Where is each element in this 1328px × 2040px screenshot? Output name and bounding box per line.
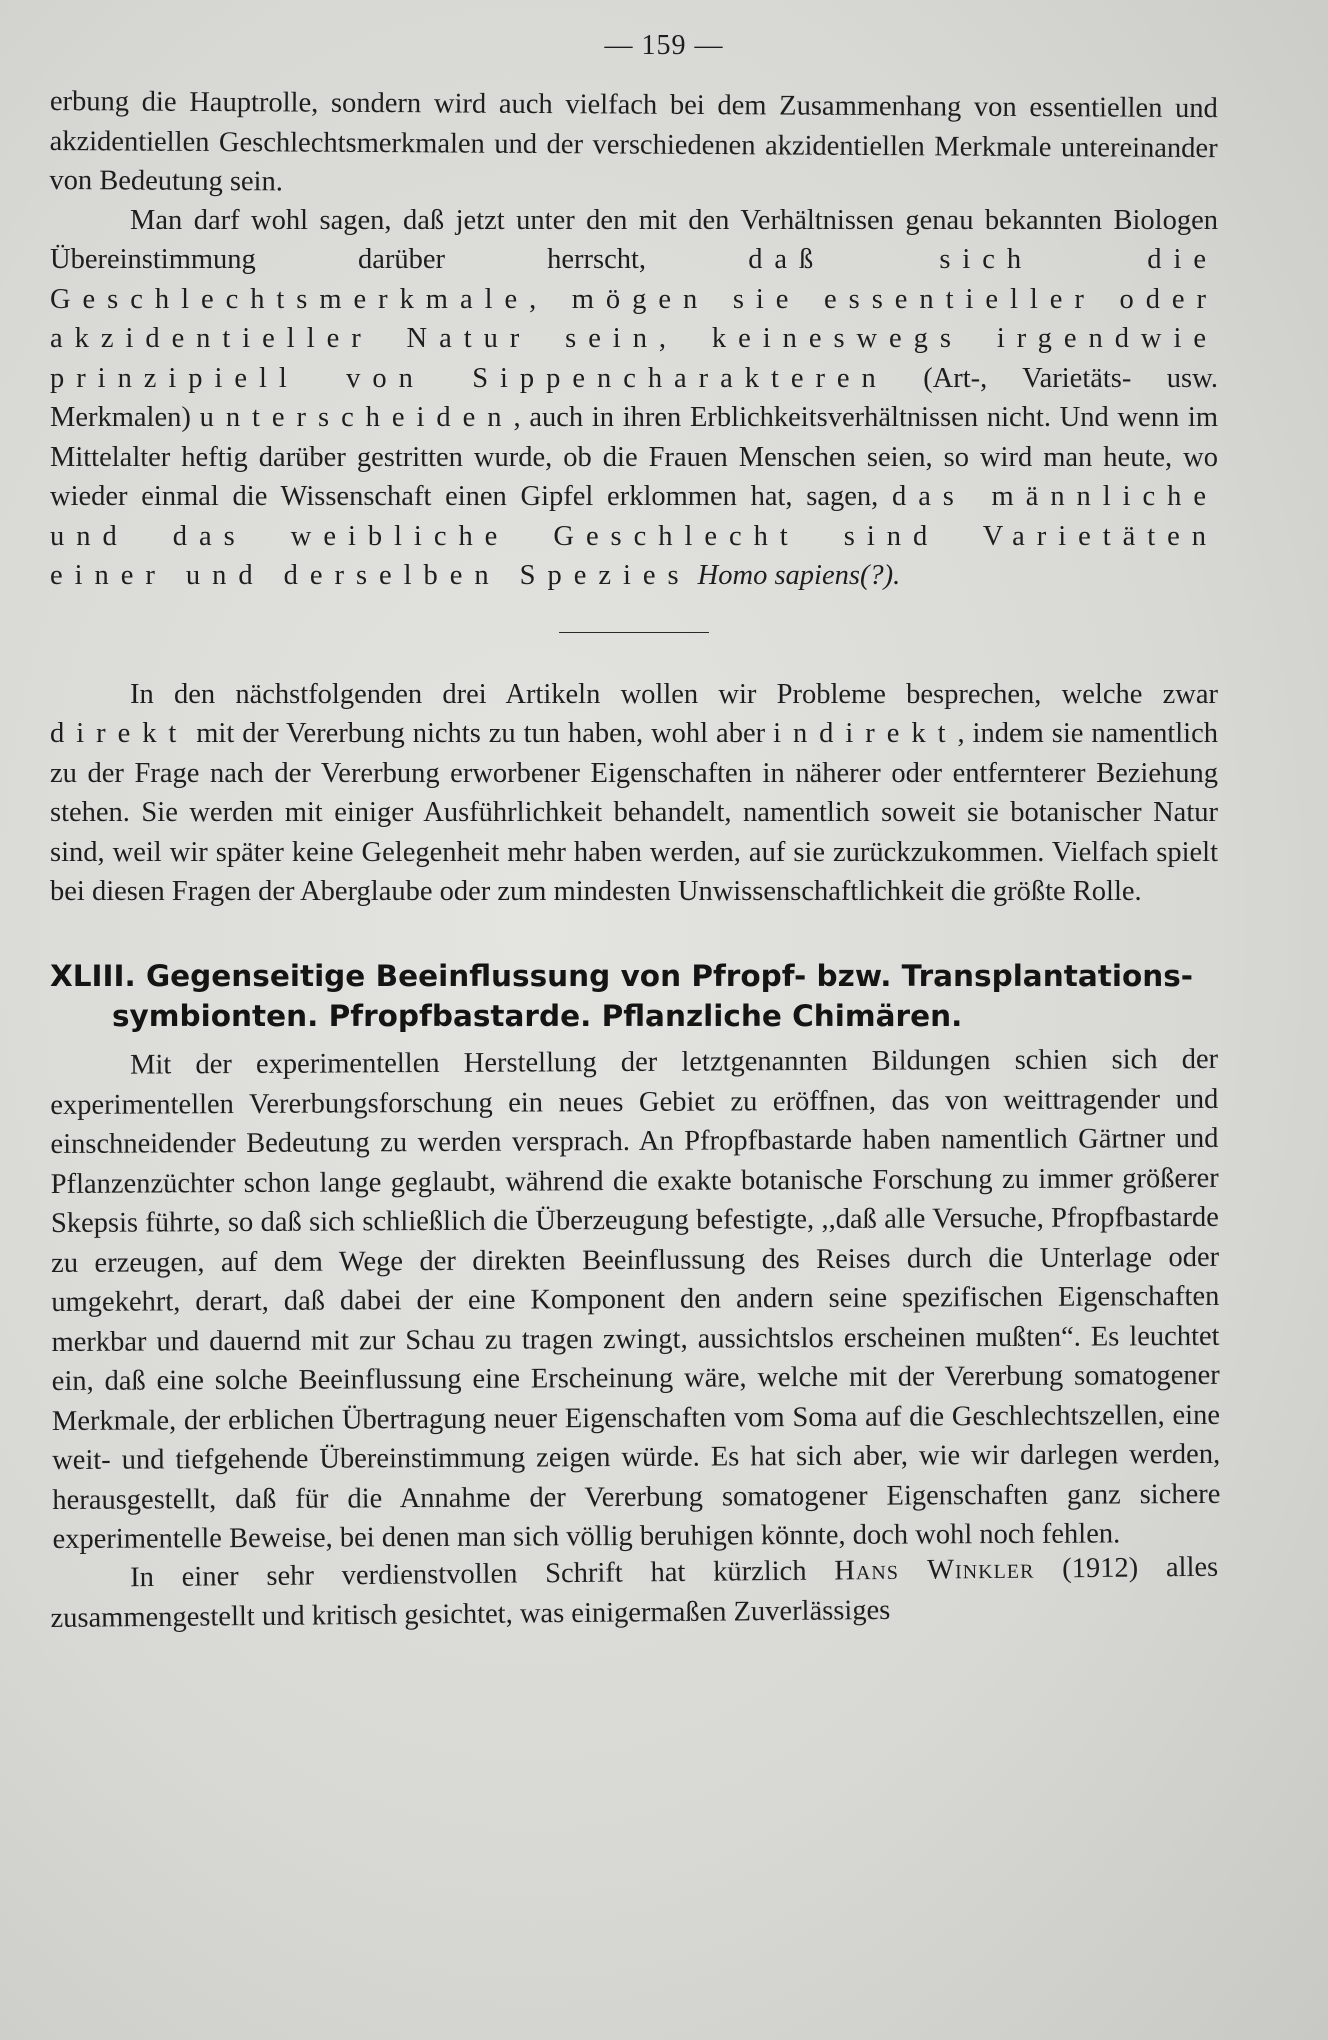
species-name: Homo sapiens(?).	[697, 560, 901, 591]
heading-line-2: symbionten. Pfropfbastarde. Pflanzliche Chimären.	[112, 998, 963, 1033]
paragraph-5-text-c: (1912) alles zusammengestellt und kritisch gesichtet, was einigermaßen Zuverlässiges	[50, 1551, 1219, 1634]
author-name: Hans Winkler	[834, 1553, 1035, 1587]
paragraph-2-text-c: (Art-, Varietäts- usw. Merkmalen)	[50, 362, 1218, 433]
spaced-emphasis-2: unterscheiden	[199, 402, 514, 433]
paragraph-3-text-a: In den nächstfolgenden drei Artikeln wollen wir Probleme besprechen, welche zwar	[130, 678, 1218, 710]
paragraph-1: erbung die Hauptrolle, sondern wird auch vielfach bei dem Zusammenhang von essentiellen und akzidentiellen Geschlechtsmerkmalen und der verschiedenen akzidentiellen Merkmale untereinander von Bedeutung sein.	[49, 85, 1218, 198]
paragraph-2-text-e: , auch in ihren Erblichkeitsverhältnissen nicht. Und wenn im Mittelalter heftig darüber gestritten wurde, ob die Frauen Menschen seien, so wird man heute, wo wieder einmal die Wissenschaft einen Gipfel erklommen hat, sagen,	[50, 402, 1218, 512]
spaced-emphasis-indirekt: indirekt	[773, 718, 958, 749]
section-heading	[50, 956, 1218, 1036]
paragraph-3-text-c: mit der Vererbung nichts zu tun haben, wohl aber	[188, 718, 774, 749]
paragraph-3-text-e: , indem sie namentlich zu der Frage nach der Vererbung erworbener Eigenschaften in näherer oder entfernterer Beziehung stehen. Sie werden mit einiger Ausführlichkeit behandelt, namentlich soweit sie botanischer Natur sind, weil wir später keine Gelegenheit mehr haben werden, auf sie zurückzukommen. Vielfach spielt bei diesen Fragen der Aberglaube oder zum mindesten Unwissenschaftlichkeit die größte Rolle.	[50, 718, 1218, 907]
page-content	[49, 82, 1221, 1638]
paragraph-5	[50, 1548, 1219, 1638]
spaced-emphasis-3: das männliche und das weibliche Geschlecht sind Varietäten einer und derselben Spezies	[50, 481, 1218, 591]
paragraph-2	[50, 201, 1218, 596]
paragraph-5-text-a: In einer sehr verdienstvollen Schrift hat kürzlich	[130, 1555, 835, 1594]
paragraph-3	[50, 675, 1218, 912]
page-number: — 159 —	[604, 30, 724, 61]
paragraph-2-text-a: Man darf wohl sagen, daß jetzt unter den mit den Verhältnissen genau bekannten Biologen Übereinstimmung darüber herrscht,	[50, 204, 1218, 275]
heading-line-1: XLIII. Gegenseitige Beeinflussung von Pfropf- bzw. Transplantations-	[50, 958, 1194, 993]
spaced-emphasis-1: daß sich die Geschlechtsmerkmale, mögen sie essentieller oder akzidentieller Natur sein, keineswegs irgendwie prinzipiell von Sippencharakteren	[50, 244, 1218, 394]
paragraph-4: Mit der experimentellen Herstellung der letztgenannten Bildungen schien sich der experimentellen Vererbungsforschung ein neues Gebiet zu eröffnen, das von weittragender und einschneidender Bedeutung zu werden versprach. An Pfropfbastarde haben namentlich Gärtner und Pflanzenzüchter schon lange geglaubt, während die exakte botanische Forschung zu immer größerer Skepsis führte, so daß sich schließlich die Überzeugung befestigte, ,,daß alle Versuche, Pfropfbastarde zu erzeugen, auf dem Wege der direkten Beeinflussung des Reises durch die Unterlage oder umgekehrt, derart, daß dabei der eine Komponent den andern seine spezifischen Eigenschaften merkbar und dauernd mit zur Schau zu tragen zwingt, aussichtslos erscheinen mußten“. Es leuchtet ein, daß eine solche Beeinflussung eine Erscheinung wäre, welche mit der Vererbung somatogener Merkmale, der erblichen Übertragung neuer Eigenschaften vom Soma auf die Geschlechtszellen, eine weit- und tiefgehende Übereinstimmung zeigen würde. Es hat sich aber, wie wir darlegen werden, herausgestellt, daß für die Annahme der Vererbung somatogener Eigenschaften ganz sichere experimentelle Beweise, bei denen man sich völlig beruhigen könnte, doch wohl noch fehlen.	[50, 1043, 1221, 1555]
spaced-emphasis-direkt: direkt	[50, 718, 189, 749]
section-divider	[559, 632, 709, 633]
